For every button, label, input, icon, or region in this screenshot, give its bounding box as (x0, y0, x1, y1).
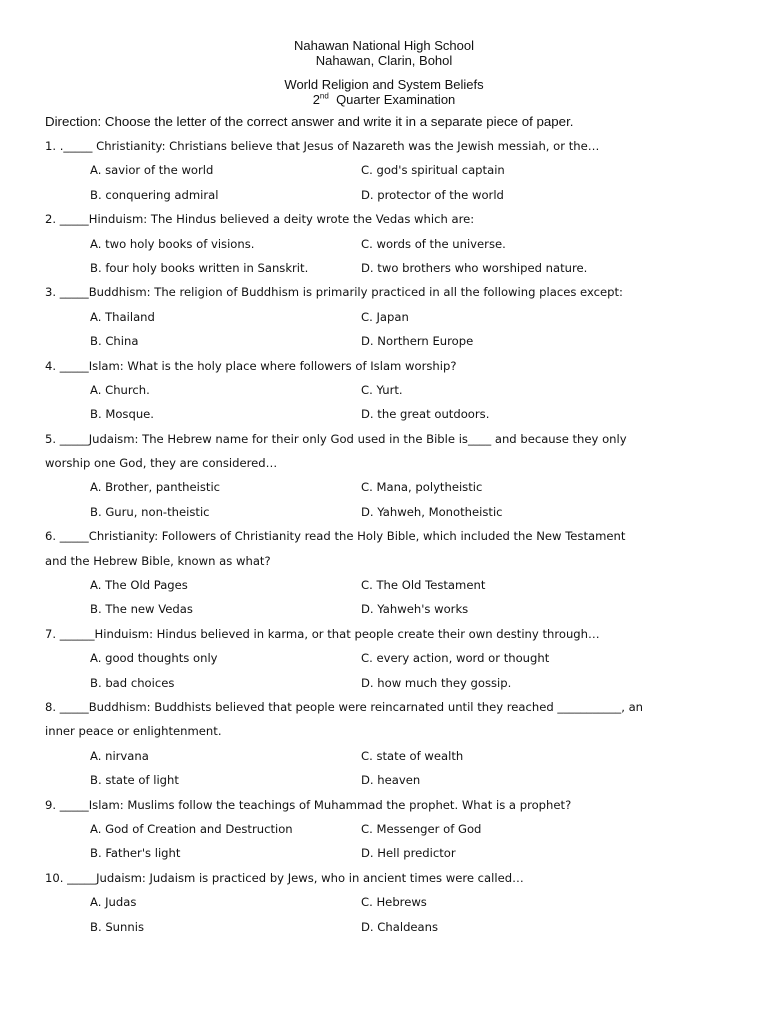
question-text: 1. ._____ Christianity: Christians believe that Jesus of Nazareth was the Jewish messiah, or the… (45, 139, 600, 153)
choice-row (45, 475, 745, 499)
choice-c: C. Hebrews (361, 895, 427, 910)
choice-row (45, 597, 745, 621)
choice-a: A. savior of the world (90, 163, 214, 178)
choice-b: B. Mosque. (90, 407, 154, 422)
choice-row (45, 915, 745, 939)
choice-b: B. Guru, non-theistic (90, 504, 210, 519)
question-item (45, 695, 745, 793)
school-header (0, 38, 768, 68)
choice-row (45, 183, 745, 207)
choice-a: A. nirvana (90, 748, 149, 763)
choice-a: A. Brother, pantheistic (90, 480, 221, 495)
choice-d: D. the great outdoors. (361, 407, 490, 422)
question-list (45, 134, 745, 939)
choice-d: D. Yahweh, Monotheistic (361, 504, 503, 519)
question-item (45, 793, 745, 866)
choice-c: C. words of the universe. (361, 236, 506, 251)
question-text: worship one God, they are considered… (45, 456, 278, 471)
choice-b: B. Father's light (90, 846, 181, 861)
quarter-number: 2 (312, 92, 320, 107)
choice-c: C. Yurt. (361, 382, 403, 397)
question-item (45, 207, 745, 280)
question-item (45, 354, 745, 427)
choice-c: C. Japan (361, 309, 409, 324)
choice-c: C. The Old Testament (361, 578, 486, 593)
question-text: 10. _____Judaism: Judaism is practiced by Jews, who in ancient times were called… (45, 870, 524, 885)
choice-row (45, 768, 745, 792)
choice-row (45, 817, 745, 841)
choice-row (45, 744, 745, 768)
question-item (45, 427, 745, 525)
question-text: 7. ______Hinduism: Hindus believed in karma, or that people create their own destiny through… (45, 626, 600, 641)
choice-d: D. Hell predictor (361, 846, 456, 861)
choice-a: A. two holy books of visions. (90, 236, 255, 251)
choice-b: B. four holy books written in Sanskrit. (90, 260, 309, 275)
choice-row (45, 329, 745, 353)
choice-b: B. Sunnis (90, 919, 144, 934)
choice-a: A. Judas (90, 895, 137, 910)
quarter-title (0, 92, 768, 107)
choice-b: B. The new Vedas (90, 602, 193, 617)
choice-row (45, 256, 745, 280)
choice-d: D. protector of the world (361, 187, 504, 202)
question-text: 2. _____Hinduism: The Hindus believed a deity wrote the Vedas which are: (45, 212, 475, 227)
choice-row (45, 671, 745, 695)
subject-title: World Religion and System Beliefs (284, 77, 484, 92)
question-text: 9. _____Islam: Muslims follow the teachings of Muhammad the prophet. What is a prophet? (45, 797, 572, 812)
choice-row (45, 573, 745, 597)
choice-row (45, 232, 745, 256)
choice-d: D. Chaldeans (361, 919, 439, 934)
choice-c: C. Messenger of God (361, 821, 482, 836)
directions: Direction: Choose the letter of the correct answer and write it in a separate piece of paper. (45, 114, 574, 129)
choice-row (45, 890, 745, 914)
school-name: Nahawan National High School (294, 38, 474, 53)
quarter-label: Quarter Examination (336, 92, 456, 107)
choice-row (45, 500, 745, 524)
choice-a: A. God of Creation and Destruction (90, 821, 293, 836)
choice-row (45, 402, 745, 426)
question-text: 8. _____Buddhism: Buddhists believed that people were reincarnated until they reached ___________, an (45, 699, 644, 714)
choice-d: D. two brothers who worshiped nature. (361, 260, 588, 275)
choice-d: D. heaven (361, 773, 421, 788)
choice-a: A. good thoughts only (90, 651, 218, 666)
choice-b: B. state of light (90, 773, 179, 788)
exam-header (0, 77, 768, 107)
question-text: inner peace or enlightenment. (45, 724, 222, 739)
choice-b: B. China (90, 334, 139, 349)
choice-a: A. The Old Pages (90, 578, 188, 593)
choice-row (45, 305, 745, 329)
choice-row (45, 646, 745, 670)
choice-b: B. bad choices (90, 675, 175, 690)
choice-d: D. how much they gossip. (361, 675, 512, 690)
choice-c: C. every action, word or thought (361, 651, 550, 666)
question-item (45, 622, 745, 695)
question-item (45, 134, 745, 207)
question-text: 5. _____Judaism: The Hebrew name for their only God used in the Bible is____ and because they only (45, 431, 627, 446)
question-text: and the Hebrew Bible, known as what? (45, 553, 271, 568)
choice-row (45, 841, 745, 865)
choice-row (45, 378, 745, 402)
school-address: Nahawan, Clarin, Bohol (315, 53, 453, 68)
question-text: 4. _____Islam: What is the holy place where followers of Islam worship? (45, 358, 457, 373)
quarter-suffix: nd (319, 91, 329, 101)
choice-b: B. conquering admiral (90, 187, 219, 202)
choice-c: C. god's spiritual captain (361, 163, 505, 178)
question-item (45, 524, 745, 622)
question-item (45, 866, 745, 939)
choice-d: D. Yahweh's works (361, 602, 469, 617)
choice-a: A. Church. (90, 382, 150, 397)
question-text: 6. _____Christianity: Followers of Christianity read the Holy Bible, which included the New Testament (45, 529, 626, 544)
choice-c: C. Mana, polytheistic (361, 480, 483, 495)
choice-a: A. Thailand (90, 309, 155, 324)
choice-c: C. state of wealth (361, 748, 464, 763)
choice-d: D. Northern Europe (361, 334, 474, 349)
question-item (45, 280, 745, 353)
question-text: 3. _____Buddhism: The religion of Buddhism is primarily practiced in all the following places except: (45, 285, 623, 300)
choice-row (45, 158, 745, 182)
